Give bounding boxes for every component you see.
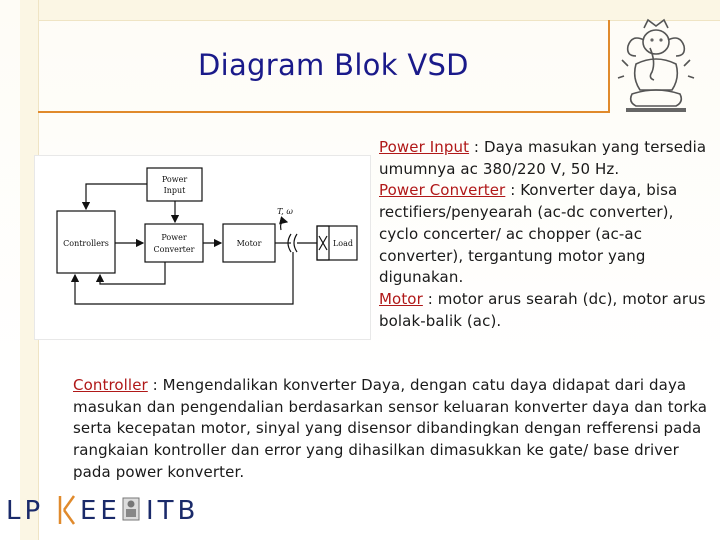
- footer-lp-text: LP: [6, 496, 45, 526]
- motor-label: Motor: [236, 239, 262, 248]
- slide-title: Diagram Blok VSD: [198, 48, 469, 82]
- power-input-term: Power Input: [379, 138, 470, 156]
- power-input-label-1: Power: [161, 175, 188, 184]
- power-converter-term: Power Converter: [379, 181, 506, 200]
- power-input-description: : Daya masukan yang tersedia umumnya ac 380/220 V, 50 Hz.: [379, 138, 707, 178]
- footer-ee-text: EE: [80, 496, 121, 526]
- controller-description: : Mengendalikan konverter Daya, dengan catu daya didapat dari daya masukan dan pengendalian berdasarkan sensor keluaran konverter daya dan torka serta kecepatan motor, sinyal yang disensor dibandingkan dengan refferensi pada rangkaian kontroller dan error yang dihasilkan dimasukkan ke gate/ base driver pada power konverter.: [73, 376, 708, 481]
- controllers-label: Controllers: [63, 239, 109, 248]
- motor-description: : motor arus searah (dc), motor arus bolak-balik (ac).: [379, 289, 706, 330]
- small-itb-emblem-icon: [123, 498, 139, 520]
- footer-itb-text: ITB: [146, 496, 200, 526]
- title-divider: [38, 111, 610, 113]
- power-input-block: [147, 168, 202, 201]
- power-converter-block: [145, 224, 203, 262]
- torque-speed-label: T, ω: [277, 207, 293, 216]
- controller-term: Controller: [73, 376, 148, 394]
- controller-description-block: [73, 375, 713, 484]
- lpkee-itb-footer-logo: [0, 490, 230, 530]
- power-converter-label-2: Converter: [153, 245, 195, 254]
- block-diagram-svg: [35, 156, 370, 339]
- itb-logo-icon: [614, 16, 698, 116]
- vsd-block-diagram: [34, 155, 371, 340]
- load-label: Load: [332, 239, 354, 248]
- power-converter-description: : Konverter daya, bisa rectifiers/penyearah (ac-dc converter), cyclo concerter/ ac chopper (ac-ac converter), tergantung motor yang digunakan.: [379, 181, 678, 287]
- power-input-label-2: Input: [163, 186, 186, 195]
- title-divider-vertical: [608, 20, 610, 113]
- k-mark-icon: [60, 496, 74, 524]
- motor-term: Motor: [379, 289, 423, 308]
- power-converter-label-1: Power: [161, 233, 187, 242]
- right-description: [379, 137, 714, 332]
